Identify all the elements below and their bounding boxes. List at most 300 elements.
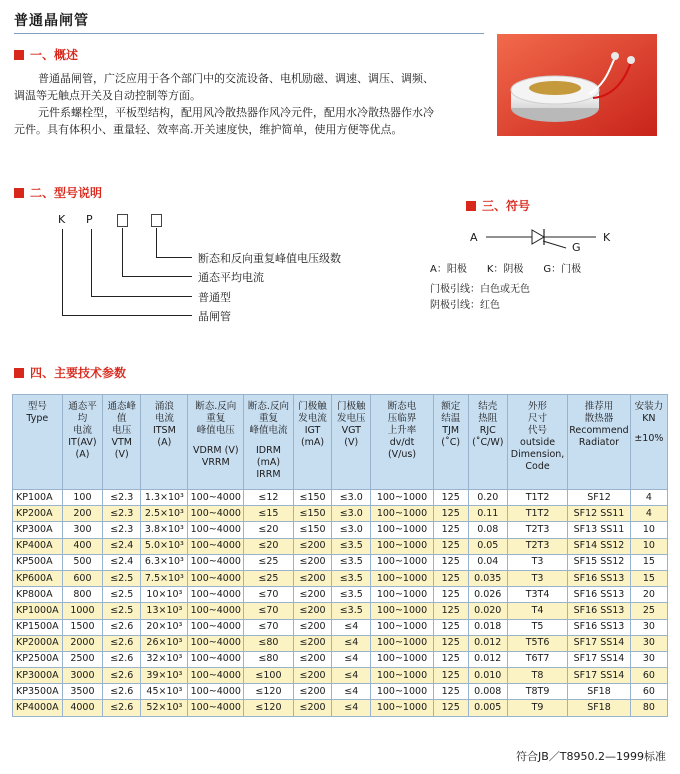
column-header-line: (A) [75,449,90,460]
column-header-line: 发电流 [298,413,327,424]
value-cell: 0.026 [468,587,507,603]
value-cell: ≤70 [244,619,294,635]
column-header-line: 门极触 [337,401,366,412]
value-cell: 0.11 [468,506,507,522]
section-model-heading: 二、型号说明 [14,184,102,201]
value-cell: ≤3.5 [332,538,371,554]
column-header [433,395,468,490]
page-title: 普通晶闸管 [14,13,89,29]
gate-lead-note: 门极引线：白色或无色 [430,284,530,295]
value-cell: ≤3.5 [332,554,371,570]
value-cell: 2.5×10³ [141,506,188,522]
connector-line [91,229,92,296]
column-header-line: outside [520,437,556,448]
value-cell: 100~4000 [188,635,244,651]
value-cell: ≤4 [332,651,371,667]
value-cell: ≤2.3 [103,522,141,538]
value-cell: ≤4 [332,668,371,684]
value-cell: 100~4000 [188,490,244,506]
value-cell: SF16 SS13 [568,570,630,586]
column-header-line: 重复 [206,413,226,424]
column-header-line: 安装力 [634,401,664,412]
column-header [293,395,332,490]
column-header-line: 断态.反向 [247,401,289,412]
value-cell: 100~1000 [371,635,434,651]
value-cell: ≤2.3 [103,490,141,506]
value-cell: 2500 [62,651,103,667]
column-header [13,395,63,490]
column-header [630,395,667,490]
value-cell: 60 [630,668,667,684]
table-row [13,570,668,586]
bullet-square-icon [466,201,476,211]
value-cell: ≤100 [244,668,294,684]
value-cell: SF14 SS12 [568,538,630,554]
connector-line [122,228,123,276]
value-cell: 0.005 [468,700,507,716]
column-header-line: 电流 [154,413,174,424]
table-row [13,635,668,651]
value-cell: ≤200 [293,587,332,603]
model-cell: KP600A [13,570,63,586]
value-cell: 100~4000 [188,506,244,522]
model-placeholder-box [117,214,128,227]
value-cell: 100~1000 [371,538,434,554]
value-cell: SF15 SS12 [568,554,630,570]
value-cell: 125 [433,522,468,538]
model-placeholder-box [151,214,162,227]
symbol-anode-label: A [470,231,478,244]
table-row [13,700,668,716]
value-cell: 0.04 [468,554,507,570]
value-cell: ≤25 [244,570,294,586]
value-cell: ≤2.6 [103,668,141,684]
value-cell: 7.5×10³ [141,570,188,586]
model-label-voltage-class: 断态和反向重复峰值电压级数 [198,252,341,265]
column-header-line: TJM [442,425,460,436]
value-cell: ≤200 [293,619,332,635]
column-header [507,395,567,490]
value-cell: 125 [433,538,468,554]
value-cell: T3 [507,554,567,570]
value-cell: 5.0×10³ [141,538,188,554]
value-cell: 0.05 [468,538,507,554]
column-header-line: VGT [341,425,361,436]
connector-line [156,228,157,257]
value-cell: ≤3.0 [332,490,371,506]
value-cell: 125 [433,700,468,716]
bullet-square-icon [14,50,24,60]
title-divider [14,33,484,34]
connector-line [91,296,192,297]
column-header-line: (V) [114,449,129,460]
model-cell: KP3000A [13,668,63,684]
overview-text [14,70,484,138]
value-cell: SF17 SS14 [568,635,630,651]
table-row [13,522,668,538]
value-cell: ≤3.5 [332,603,371,619]
value-cell: T5 [507,619,567,635]
column-header-line [632,425,666,433]
value-cell: 100~1000 [371,490,434,506]
column-header-line: 断态电 [387,401,417,412]
column-header-line: Type [26,413,49,424]
model-label-type: 普通型 [198,291,231,304]
overview-line: 元件系螺栓型，平板型结构，配用风冷散热器作风冷元件，配用水冷散热器作水冷 [38,106,434,119]
value-cell: 45×10³ [141,684,188,700]
value-cell: ≤200 [293,668,332,684]
column-header-line: 峰值电流 [249,425,288,436]
value-cell: T1T2 [507,490,567,506]
value-cell: 200 [62,506,103,522]
column-header-line: Dimension, [510,449,565,460]
value-cell: SF13 SS11 [568,522,630,538]
value-cell: 26×10³ [141,635,188,651]
value-cell: SF18 [568,684,630,700]
value-cell: ≤80 [244,635,294,651]
value-cell: 32×10³ [141,651,188,667]
value-cell: 3000 [62,668,103,684]
value-cell: ≤2.3 [103,506,141,522]
column-header-line: 尺寸 [528,413,548,424]
value-cell: 800 [62,587,103,603]
value-cell: 2000 [62,635,103,651]
bullet-square-icon [14,188,24,198]
column-header-line: RJC [479,425,496,436]
value-cell: 0.012 [468,635,507,651]
value-cell: 125 [433,635,468,651]
value-cell: 300 [62,522,103,538]
value-cell: T4 [507,603,567,619]
value-cell: 15 [630,554,667,570]
value-cell: 1.3×10³ [141,490,188,506]
column-header-line: 值 [117,413,127,424]
value-cell: 100~1000 [371,651,434,667]
column-header-line: (˚C) [441,437,461,448]
value-cell: 6.3×10³ [141,554,188,570]
column-header-line: ±10% [634,433,664,444]
column-header-line: IGT [304,425,321,436]
value-cell: T9 [507,700,567,716]
value-cell: ≤2.6 [103,684,141,700]
table-row [13,684,668,700]
value-cell: 25 [630,603,667,619]
column-header-line [245,437,292,445]
value-cell: ≤2.6 [103,651,141,667]
value-cell: 52×10³ [141,700,188,716]
table-row [13,490,668,506]
value-cell: ≤200 [293,635,332,651]
column-header-line: 断态.反向 [195,401,237,412]
column-header [371,395,434,490]
model-letter-p: P [86,213,93,226]
overview-line: 调温等无触点开关及自动控制等方面。 [14,89,201,102]
value-cell: 80 [630,700,667,716]
value-cell: 100~1000 [371,668,434,684]
model-cell: KP300A [13,522,63,538]
value-cell: ≤2.4 [103,538,141,554]
model-cell: KP800A [13,587,63,603]
value-cell: 100~4000 [188,651,244,667]
value-cell: ≤4 [332,619,371,635]
value-cell: 0.035 [468,570,507,586]
standard-note: 符合JB／T8950.2—1999标准 [516,750,666,763]
column-header-line: KN [642,413,656,424]
table-row [13,587,668,603]
value-cell: 0.010 [468,668,507,684]
value-cell: ≤120 [244,684,294,700]
column-header-line: Recommend [569,425,629,436]
symbol-legend: A：阳极 K：阴极 G：门极 [430,264,582,275]
value-cell: SF17 SS14 [568,651,630,667]
value-cell: SF18 [568,700,630,716]
column-header-line: IDRM (mA) [255,445,281,468]
value-cell: 10 [630,538,667,554]
value-cell: 125 [433,506,468,522]
column-header [103,395,141,490]
value-cell: 100~1000 [371,700,434,716]
column-header-line: VDRM (V) [193,445,239,456]
column-header-line: (˚C/W) [472,437,504,448]
column-header-line: 门极触 [298,401,327,412]
model-label-thyristor: 晶闸管 [198,310,231,323]
section-overview-heading: 一、概述 [14,46,78,63]
value-cell: ≤2.6 [103,700,141,716]
value-cell: 100~4000 [188,684,244,700]
column-header [244,395,294,490]
value-cell: 100~4000 [188,668,244,684]
column-header-line: (V/us) [387,449,417,460]
value-cell: 400 [62,538,103,554]
model-cell: KP2500A [13,651,63,667]
column-header [62,395,103,490]
value-cell: ≤150 [293,490,332,506]
value-cell: 100~1000 [371,603,434,619]
column-header-line: (A) [157,437,172,448]
value-cell: SF12 [568,490,630,506]
column-header-line: Radiator [578,437,620,448]
column-header-line: 结壳 [478,401,498,412]
column-header [568,395,630,490]
value-cell: 100~1000 [371,522,434,538]
value-cell: 0.020 [468,603,507,619]
value-cell: T5T6 [507,635,567,651]
value-cell: 0.008 [468,684,507,700]
value-cell: 100~4000 [188,603,244,619]
value-cell: 600 [62,570,103,586]
value-cell: ≤150 [293,522,332,538]
value-cell: 10×10³ [141,587,188,603]
value-cell: ≤2.5 [103,570,141,586]
value-cell: ≤15 [244,506,294,522]
table-header-row [13,395,668,490]
value-cell: ≤2.5 [103,603,141,619]
value-cell: 100~4000 [188,554,244,570]
value-cell: 1500 [62,619,103,635]
value-cell: T2T3 [507,538,567,554]
table-row [13,619,668,635]
product-photo [497,34,657,136]
value-cell: 100~1000 [371,684,434,700]
model-cell: KP100A [13,490,63,506]
overview-line: 普通晶闸管，广泛应用于各个部门中的交流设备、电机励磁、调速、调压、调频、 [38,72,434,85]
value-cell: ≤12 [244,490,294,506]
value-cell: ≤3.5 [332,570,371,586]
value-cell: ≤4 [332,684,371,700]
column-header-line: IRRM [256,469,281,480]
value-cell: 3.8×10³ [141,522,188,538]
value-cell: ≤25 [244,554,294,570]
model-cell: KP200A [13,506,63,522]
table-row [13,554,668,570]
column-header [468,395,507,490]
value-cell: 0.20 [468,490,507,506]
model-cell: KP1000A [13,603,63,619]
column-header [332,395,371,490]
value-cell: 125 [433,651,468,667]
value-cell: 4 [630,490,667,506]
column-header-line: 通态峰 [107,401,137,412]
value-cell: 125 [433,603,468,619]
table-row [13,506,668,522]
value-cell: 3500 [62,684,103,700]
value-cell: ≤2.6 [103,619,141,635]
connector-line [62,315,192,316]
value-cell: T2T3 [507,522,567,538]
value-cell: 0.012 [468,651,507,667]
value-cell: SF16 SS13 [568,603,630,619]
value-cell: ≤2.5 [103,587,141,603]
value-cell: T6T7 [507,651,567,667]
value-cell: 125 [433,619,468,635]
column-header-line: 电压 [112,425,132,436]
value-cell: T8 [507,668,567,684]
value-cell: ≤80 [244,651,294,667]
value-cell: ≤3.0 [332,522,371,538]
symbol-gate-label: G [572,241,581,254]
column-header-line: (V) [344,437,359,448]
model-cell: KP3500A [13,684,63,700]
value-cell: 15 [630,570,667,586]
value-cell: ≤200 [293,603,332,619]
value-cell: 1000 [62,603,103,619]
value-cell: ≤200 [293,684,332,700]
column-header-line: 峰值电压 [196,425,235,436]
value-cell: 125 [433,684,468,700]
value-cell: 0.08 [468,522,507,538]
value-cell: 30 [630,619,667,635]
section-params-heading: 四、主要技术参数 [14,364,126,381]
cathode-lead-note: 阴极引线：红色 [430,300,500,311]
value-cell: T1T2 [507,506,567,522]
value-cell: ≤20 [244,522,294,538]
model-cell: KP500A [13,554,63,570]
value-cell: 30 [630,651,667,667]
table-row [13,603,668,619]
column-header [188,395,244,490]
table-row [13,668,668,684]
column-header [141,395,188,490]
column-header-line: Code [525,461,550,472]
value-cell: 100~4000 [188,538,244,554]
value-cell: T8T9 [507,684,567,700]
value-cell: 100~4000 [188,522,244,538]
value-cell: ≤4 [332,635,371,651]
value-cell: 100~4000 [188,700,244,716]
value-cell: 500 [62,554,103,570]
model-cell: KP400A [13,538,63,554]
value-cell: 125 [433,570,468,586]
value-cell: 39×10³ [141,668,188,684]
model-label-current: 通态平均电流 [198,271,264,284]
column-header-line: VRRM [201,457,230,468]
column-header-line: 代号 [528,425,548,436]
value-cell: 100~4000 [188,619,244,635]
value-cell: ≤150 [293,506,332,522]
column-header-line: 结温 [441,413,461,424]
value-cell: 125 [433,587,468,603]
column-header-line: 推荐用 [584,401,614,412]
connector-line [156,257,192,258]
value-cell: 100~1000 [371,587,434,603]
value-cell: 30 [630,635,667,651]
model-cell: KP1500A [13,619,63,635]
symbol-cathode-label: K [603,231,611,244]
value-cell: ≤2.4 [103,554,141,570]
value-cell: ≤200 [293,554,332,570]
column-header-line: 外形 [528,401,548,412]
column-header-line: IT(AV) [68,437,97,448]
overview-line: 元件。具有体积小、重量轻、效率高.开关速度快，维护简单，使用方便等优点。 [14,123,403,136]
column-header-line [189,437,242,445]
table-row [13,538,668,554]
thyristor-symbol-icon [486,226,598,256]
value-cell: 20 [630,587,667,603]
section-symbol-heading: 三、符号 [466,197,530,214]
column-header-line: 通态平均 [68,401,97,424]
value-cell: 100~1000 [371,554,434,570]
column-header-line: VTM [111,437,132,448]
value-cell: ≤70 [244,603,294,619]
value-cell: ≤2.6 [103,635,141,651]
column-header-line: 发电压 [337,413,366,424]
column-header-line: 重复 [258,413,278,424]
table-row [13,651,668,667]
value-cell: 100~1000 [371,619,434,635]
value-cell: 4 [630,506,667,522]
model-cell: KP2000A [13,635,63,651]
value-cell: ≤200 [293,651,332,667]
value-cell: SF17 SS14 [568,668,630,684]
value-cell: 125 [433,668,468,684]
value-cell: 20×10³ [141,619,188,635]
value-cell: 4000 [62,700,103,716]
table-body [13,490,668,717]
value-cell: 0.018 [468,619,507,635]
value-cell: ≤4 [332,700,371,716]
value-cell: 100~4000 [188,570,244,586]
value-cell: 100~1000 [371,570,434,586]
column-header-line: 电流 [72,425,92,436]
value-cell: SF16 SS13 [568,587,630,603]
column-header-line: 热阻 [478,413,498,424]
value-cell: T3T4 [507,587,567,603]
value-cell: T3 [507,570,567,586]
column-header-line: 散热器 [584,413,614,424]
column-header-line: 型号 [27,401,47,412]
model-cell: KP4000A [13,700,63,716]
bullet-square-icon [14,368,24,378]
